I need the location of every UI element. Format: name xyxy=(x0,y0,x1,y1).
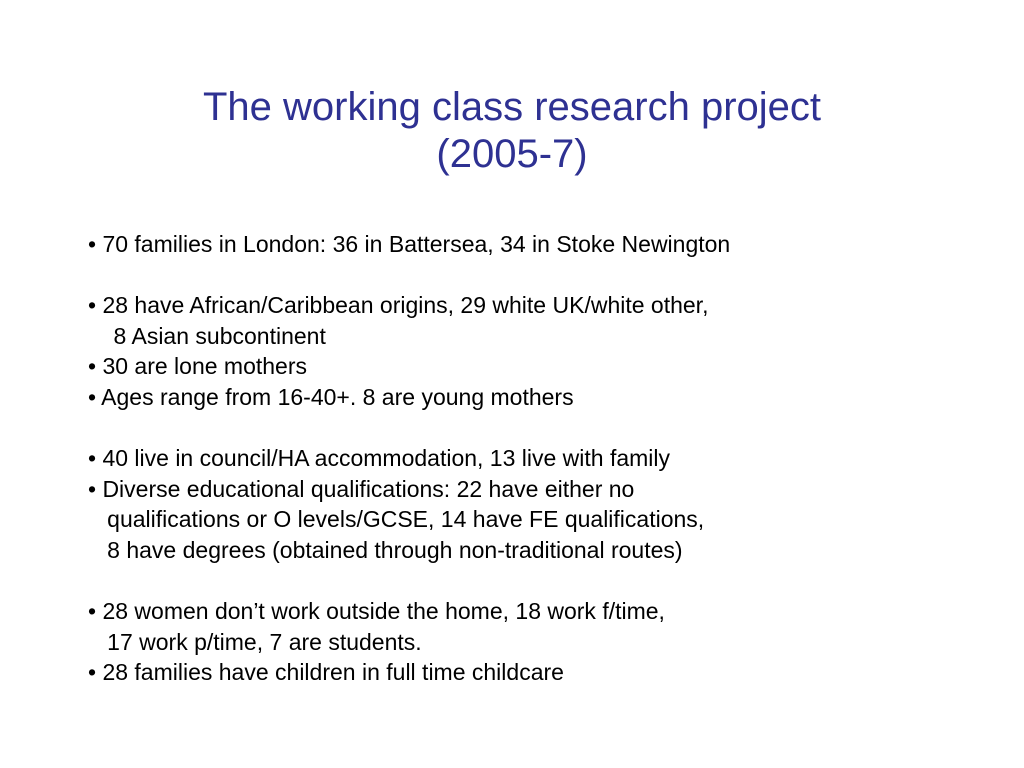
bullet-continuation-line: 8 have degrees (obtained through non-traditional routes) xyxy=(88,536,683,563)
slide-title xyxy=(0,84,1024,178)
bullet-line: • 30 are lone mothers xyxy=(88,353,308,380)
bullet-line: • Diverse educational qualifications: 22 have either no xyxy=(88,475,635,502)
bullet-line: • 28 women don’t work outside the home, 18 work f/time, xyxy=(88,598,665,625)
bullet-line: • 28 have African/Caribbean origins, 29 white UK/white other, xyxy=(88,292,709,319)
bullet-continuation-line: 17 work p/time, 7 are students. xyxy=(88,628,422,655)
slide-title-line-1: The working class research project xyxy=(202,85,822,129)
blank-line xyxy=(88,413,988,444)
blank-line xyxy=(88,260,988,291)
bullet-line: • 40 live in council/HA accommodation, 13 live with family xyxy=(88,445,671,472)
slide-title-line-2: (2005-7) xyxy=(436,132,588,176)
bullet-line: • 28 families have children in full time childcare xyxy=(88,659,564,686)
bullet-continuation-line: qualifications or O levels/GCSE, 14 have FE qualifications, xyxy=(88,506,705,533)
bullet-line: • 70 families in London: 36 in Battersea, 34 in Stoke Newington xyxy=(88,231,731,257)
bullet-line: • Ages range from 16-40+. 8 are young mothers xyxy=(88,383,574,410)
slide-body xyxy=(88,229,988,688)
blank-line xyxy=(88,566,988,597)
bullet-continuation-line: 8 Asian subcontinent xyxy=(88,322,326,349)
